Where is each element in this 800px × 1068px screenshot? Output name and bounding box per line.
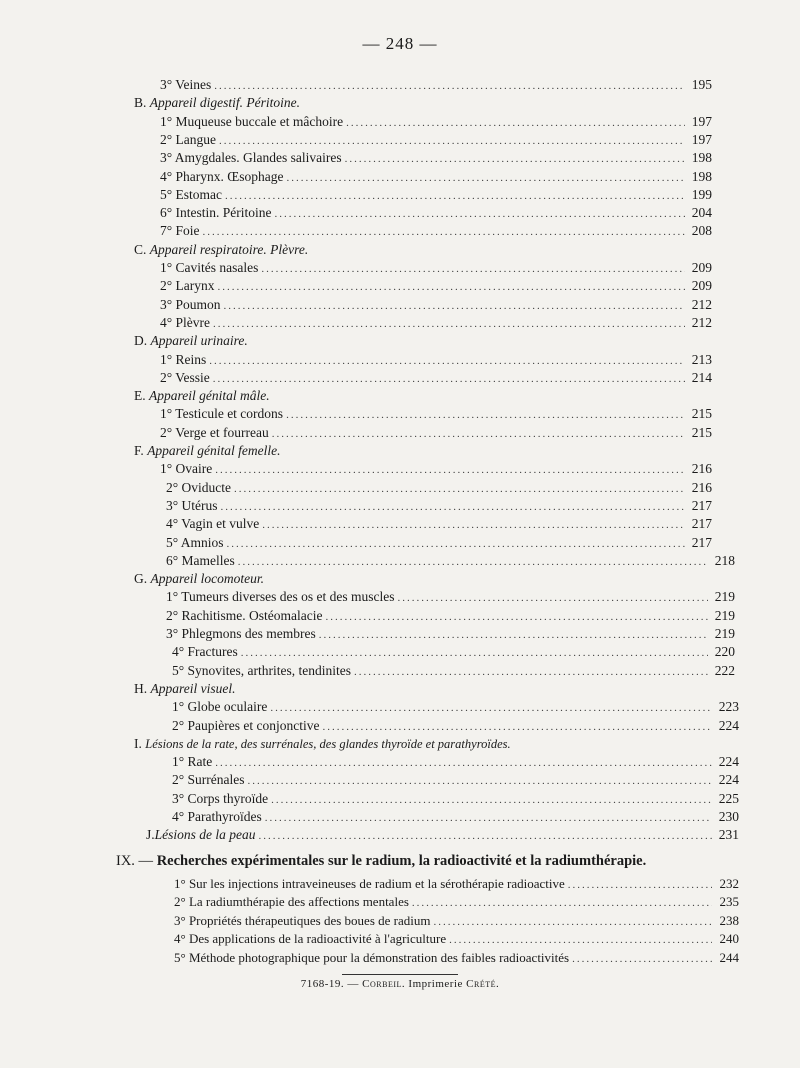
entry-page-number: 214 (691, 369, 712, 385)
dot-leader (286, 406, 685, 424)
entry-page-number: 198 (691, 150, 712, 166)
entry-label: 2° Surrénales (172, 772, 245, 788)
entry-label: 2° Oviducte (166, 479, 232, 495)
section-heading (134, 735, 511, 753)
toc-entry-row (174, 875, 739, 894)
dot-leader (215, 754, 712, 772)
section-heading (134, 387, 270, 405)
section-entry-row (146, 826, 739, 845)
entry-page-number: 224 (718, 717, 739, 733)
section-letter: C. (134, 241, 147, 257)
entry-label: 2° Verge et fourreau (160, 424, 269, 440)
dot-leader (325, 608, 708, 626)
dot-leader (209, 352, 685, 370)
entry-page-number: 213 (691, 351, 712, 367)
entry-label: 5° Méthode photographique pour la démonstration des faibles radioactivités (174, 950, 570, 965)
dot-leader (354, 663, 708, 681)
toc-entry-row (160, 277, 712, 296)
dot-leader (262, 516, 685, 534)
toc-entry-row (160, 131, 712, 150)
section-title: Appareil digestif. Péritoine. (149, 95, 300, 111)
page-number: — 248 — (362, 34, 438, 53)
toc-entry-row (160, 424, 712, 443)
dot-leader (270, 699, 712, 717)
entry-page-number: 231 (718, 827, 739, 843)
section-title: Appareil génital mâle. (149, 388, 270, 404)
toc-entry-row (166, 588, 735, 607)
entry-page-number: 198 (691, 168, 712, 184)
section-title: Appareil génital femelle. (147, 443, 281, 458)
entry-label: 5° Amnios (166, 534, 224, 550)
entry-label: 4° Parathyroïdes (172, 809, 262, 824)
section-letter: F. (134, 443, 144, 458)
dot-leader (221, 498, 685, 516)
entry-page-number: 217 (691, 534, 712, 550)
toc-entry-row (160, 369, 712, 388)
entry-label: 3° Poumon (160, 296, 221, 312)
entry-page-number: 230 (718, 809, 739, 824)
dot-leader (319, 626, 708, 644)
dot-leader (572, 950, 712, 968)
dot-leader (234, 480, 685, 498)
entry-page-number: 222 (714, 662, 735, 678)
toc-entry-row (160, 405, 712, 424)
dot-leader (225, 187, 685, 205)
toc-entry-row (160, 460, 712, 479)
section-heading (134, 680, 235, 698)
entry-page-number: 235 (719, 894, 739, 910)
dot-leader (345, 150, 685, 168)
dot-leader (241, 644, 708, 662)
toc-entry-row (166, 497, 712, 516)
section-heading (134, 442, 281, 460)
dot-leader (275, 205, 685, 223)
entry-page-number: 195 (691, 77, 712, 92)
toc-entry-row (172, 717, 739, 736)
section-letter: G. (134, 571, 148, 587)
entry-label: 5° Estomac (160, 186, 223, 202)
toc-entry-row (160, 186, 712, 205)
section-letter: D. (134, 333, 148, 349)
entry-label: 1° Cavités nasales (160, 260, 259, 275)
entry-label: 6° Mamelles (166, 552, 235, 568)
dot-leader (287, 169, 685, 187)
toc-entry-row (160, 204, 712, 223)
section-heading (134, 94, 300, 112)
entry-label: Lésions de la peau (154, 827, 256, 843)
entry-page-number: 244 (719, 950, 739, 965)
entry-page-number: 199 (691, 186, 712, 202)
section-heading (134, 241, 308, 259)
dot-leader (265, 809, 712, 827)
dot-leader (568, 876, 712, 894)
dot-leader (412, 894, 712, 912)
entry-label: 7° Foie (160, 223, 200, 239)
entry-label: 4° Des applications de la radioactivité à l'agriculture (174, 931, 447, 947)
toc-entry-row (166, 534, 712, 553)
dot-leader (214, 77, 685, 95)
toc-entry-row (166, 607, 735, 626)
entry-label: 1° Globe oculaire (172, 699, 268, 715)
toc-entry-row (160, 222, 712, 241)
section-title: Appareil visuel. (150, 680, 236, 696)
entry-label: 2° Langue (160, 131, 217, 147)
entry-label: 6° Intestin. Péritoine (160, 205, 272, 221)
entry-page-number: 204 (691, 205, 712, 221)
dot-leader (261, 260, 685, 278)
entry-label: 4° Fractures (172, 644, 238, 660)
toc-entry-row (160, 351, 712, 370)
entry-label: 1° Testicule et cordons (160, 406, 284, 422)
dot-leader (238, 553, 708, 571)
toc-entry-row (160, 76, 712, 95)
dot-leader (213, 315, 685, 333)
entry-page-number: 216 (691, 461, 712, 477)
toc-entry-row (160, 113, 712, 132)
entry-page-number: 220 (714, 644, 735, 660)
entry-label: 1° Reins (160, 351, 207, 367)
imprint-printer: Imprimerie (408, 978, 463, 990)
entry-page-number: 197 (691, 131, 712, 147)
section-title: Appareil locomoteur. (150, 571, 264, 587)
toc-entry-row (172, 643, 735, 662)
entry-label: 2° La radiumthérapie des affections mentales (174, 894, 409, 910)
toc-entry-row (160, 149, 712, 168)
toc-entry-row (174, 893, 739, 912)
entry-page-number: 224 (718, 754, 739, 770)
entry-page-number: 240 (719, 931, 739, 947)
entry-page-number: 219 (714, 626, 735, 641)
toc-entry-row (160, 296, 712, 315)
dot-leader (213, 370, 685, 388)
dot-leader (219, 132, 685, 150)
section-title: Appareil urinaire. (150, 333, 248, 349)
dot-leader (218, 278, 685, 296)
entry-page-number: 209 (691, 278, 712, 294)
chapter-number: IX. — (116, 852, 154, 869)
imprint-code: 7168-19. — (300, 978, 359, 990)
entry-page-number: 216 (691, 479, 712, 495)
toc-entry-row (172, 698, 739, 717)
toc-entry-row (160, 259, 712, 278)
entry-label: 2° Paupières et conjonctive (172, 717, 320, 733)
entry-label: 4° Plèvre (160, 314, 211, 330)
entry-page-number: 212 (691, 314, 712, 330)
entry-label: 3° Utérus (166, 497, 218, 513)
toc-entry-row (172, 662, 735, 681)
dot-leader (346, 114, 685, 132)
printer-imprint (0, 978, 800, 990)
dot-leader (398, 589, 708, 607)
section-letter: E. (134, 388, 146, 404)
entry-page-number: 197 (691, 113, 712, 129)
entry-label: 1° Rate (172, 754, 213, 770)
section-heading (134, 332, 248, 350)
entry-label: 3° Phlegmons des membres (166, 626, 316, 641)
chapter-heading (116, 851, 646, 871)
entry-label: 2° Larynx (160, 278, 215, 294)
toc-entry-row (172, 790, 739, 809)
entry-label: 1° Ovaire (160, 461, 213, 477)
toc-entry-row (174, 949, 739, 968)
entry-page-number: 208 (691, 223, 712, 239)
toc-entry-row (166, 515, 712, 534)
toc-entry-row (166, 479, 712, 498)
entry-page-number: 212 (691, 296, 712, 312)
dot-leader (322, 718, 712, 736)
entry-label: 3° Corps thyroïde (172, 790, 269, 806)
dot-leader (215, 461, 685, 479)
dot-leader (227, 535, 685, 553)
entry-page-number: 238 (719, 912, 739, 928)
section-letter: H. (134, 680, 148, 696)
dot-leader (271, 791, 712, 809)
entry-label: 4° Pharynx. Œsophage (160, 168, 284, 184)
imprint-city: Corbeil. (362, 978, 406, 990)
section-letter: J. (146, 827, 155, 843)
entry-page-number: 232 (719, 875, 739, 891)
section-letter: B. (134, 95, 147, 111)
toc-entry-row (160, 168, 712, 187)
entry-page-number: 218 (714, 552, 735, 568)
entry-label: 3° Amygdales. Glandes salivaires (160, 150, 342, 166)
section-heading (134, 570, 264, 588)
dot-leader (449, 931, 712, 949)
toc-entry-row (166, 552, 735, 571)
toc-entry-row (160, 314, 712, 333)
toc-entry-row (174, 912, 739, 931)
toc-entry-row (174, 930, 739, 949)
entry-label: 1° Sur les injections intraveineuses de radium et la sérothérapie radioactive (174, 875, 565, 891)
toc-entry-row (172, 808, 739, 827)
toc-entry-row (172, 753, 739, 772)
entry-page-number: 219 (714, 607, 735, 623)
entry-page-number: 215 (691, 406, 712, 422)
dot-leader (224, 297, 685, 315)
toc-entry-row (166, 625, 735, 644)
entry-label: 1° Muqueuse buccale et mâchoire (160, 113, 344, 129)
footer-rule (342, 974, 458, 975)
entry-page-number: 217 (691, 497, 712, 513)
entry-page-number: 215 (691, 424, 712, 440)
entry-page-number: 217 (691, 516, 712, 532)
entry-label: 3° Veines (160, 77, 212, 92)
entry-label: 5° Synovites, arthrites, tendinites (172, 662, 352, 678)
entry-page-number: 219 (714, 589, 735, 605)
dot-leader (203, 223, 685, 241)
dot-leader (433, 913, 712, 931)
entry-label: 4° Vagin et vulve (166, 516, 260, 532)
imprint-name: Crété. (466, 978, 500, 990)
entry-label: 2° Vessie (160, 369, 210, 385)
toc-entry-row (172, 771, 739, 790)
section-letter: I. (134, 735, 142, 751)
entry-page-number: 224 (718, 772, 739, 788)
entry-label: 1° Tumeurs diverses des os et des muscles (166, 589, 395, 605)
entry-page-number: 225 (718, 790, 739, 806)
dot-leader (248, 772, 712, 790)
dot-leader (259, 827, 712, 845)
section-title: Appareil respiratoire. Plèvre. (149, 241, 309, 257)
entry-label: 3° Propriétés thérapeutiques des boues de radium (174, 912, 431, 928)
chapter-title: Recherches expérimentales sur le radium, la radioactivité et la radiumthérapie. (156, 852, 647, 869)
entry-page-number: 223 (718, 699, 739, 715)
entry-page-number: 209 (691, 260, 712, 275)
dot-leader (272, 425, 685, 443)
entry-label: 2° Rachitisme. Ostéomalacie (166, 607, 323, 623)
section-title: Lésions de la rate, des surrénales, des glandes thyroïde et parathyroïdes. (145, 736, 511, 751)
